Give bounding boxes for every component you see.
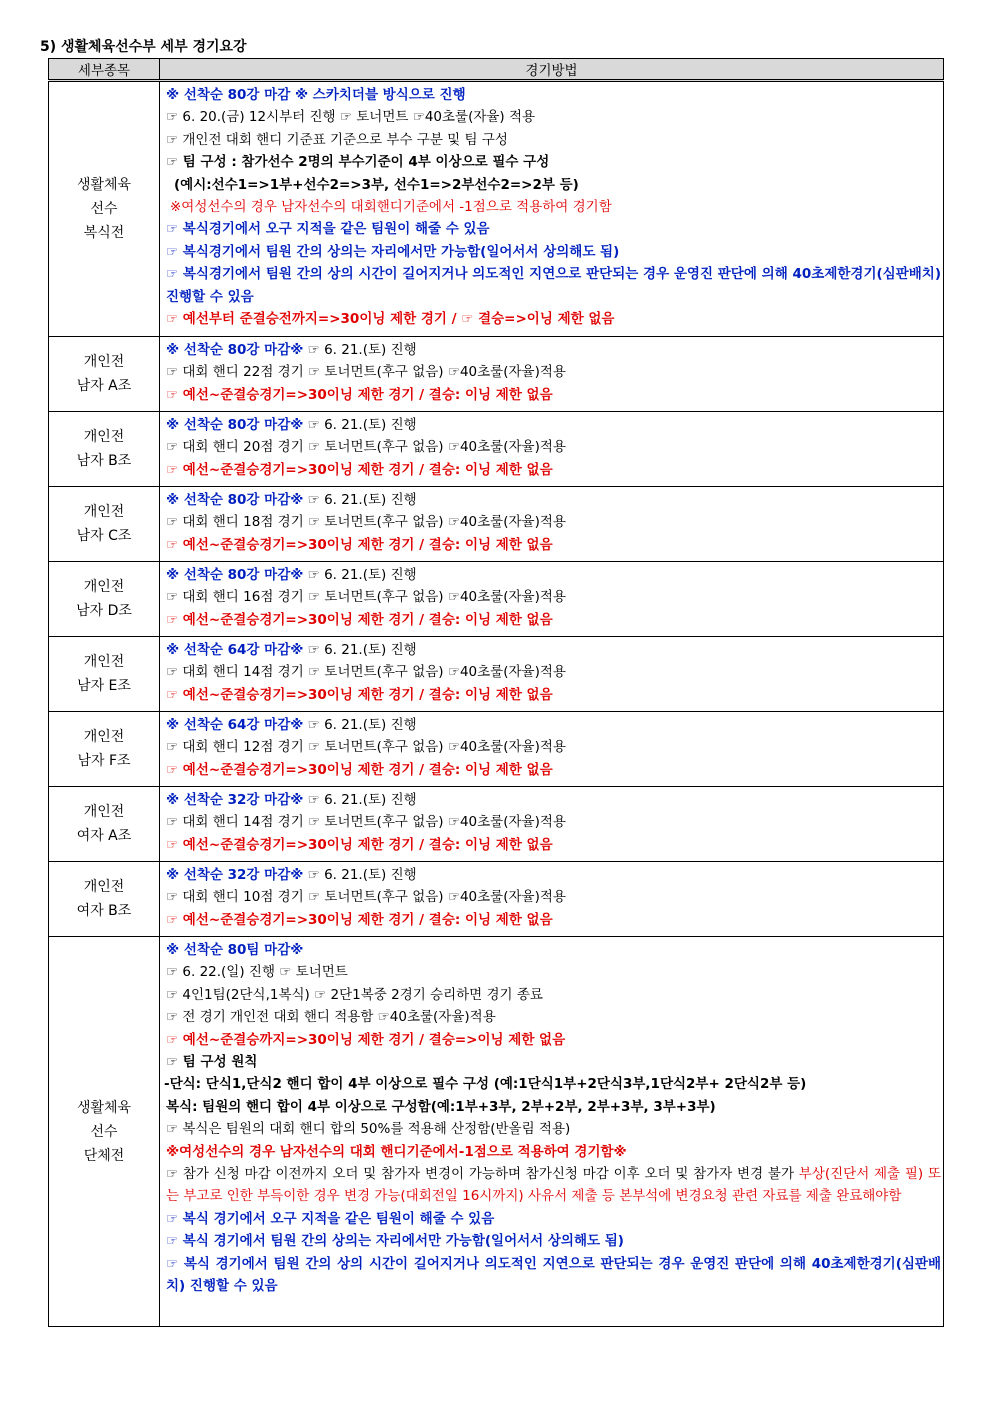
doubles-line: ☞ 복식경기에서 오구 지적을 같은 팀원이 해줄 수 있음 xyxy=(166,221,490,238)
category-cell: 개인전 남자 B조 xyxy=(49,412,160,487)
table-row xyxy=(49,862,944,937)
method-cell: ※ 선착순 32강 마감※ ☞ 6. 21.(토) 진행 ☞ 대회 핸디 10점 경기 ☞ 토너먼트(후구 없음) ☞40초룰(자율)적용 ☞ 예선~준결승경기=>30이닝 제한 경기 / 결승: 이닝 제한 없음 xyxy=(160,862,944,937)
table-row xyxy=(49,637,944,712)
doubles-line: (예시:선수1=>1부+선수2=>3부, 선수1=>2부선수2=>2부 등) xyxy=(174,176,579,193)
doubles-line: ※ 선착순 80강 마감 ※ 스카치더블 방식으로 진행 xyxy=(166,87,466,103)
method-cell: ※ 선착순 80강 마감※ ☞ 6. 21.(토) 진행 ☞ 대회 핸디 22점 경기 ☞ 토너먼트(후구 없음) ☞40초룰(자율)적용 ☞ 예선~준결승경기=>30이닝 제한 경기 / 결승: 이닝 제한 없음 xyxy=(160,337,944,412)
method-cell: ※ 선착순 64강 마감※ ☞ 6. 21.(토) 진행 ☞ 대회 핸디 12점 경기 ☞ 토너먼트(후구 없음) ☞40초룰(자율)적용 ☞ 예선~준결승경기=>30이닝 제한 경기 / 결승: 이닝 제한 없음 xyxy=(160,712,944,787)
category-cell: 개인전 남자 C조 xyxy=(49,487,160,562)
doubles-line: ☞ 6. 20.(금) 12시부터 진행 ☞ 토너먼트 ☞40초룰(자율) 적용 xyxy=(166,109,536,126)
method-cell: ※ 선착순 80강 마감※ ☞ 6. 21.(토) 진행 ☞ 대회 핸디 20점 경기 ☞ 토너먼트(후구 없음) ☞40초룰(자율)적용 ☞ 예선~준결승경기=>30이닝 제한 경기 / 결승: 이닝 제한 없음 xyxy=(160,412,944,487)
doubles-line: ☞ 복식경기에서 팀원 간의 상의 시간이 길어지거나 의도적인 지연으로 판단되는 경우 운영진 판단에 의해 40초제한경기(심판배치) 진행할 수 있음 xyxy=(166,266,941,305)
doubles-line: ☞ 복식경기에서 팀원 간의 상의는 자리에서만 가능함(일어서서 상의해도 됨) xyxy=(166,243,620,260)
header-method: 경기방법 xyxy=(160,59,944,81)
table-row xyxy=(49,337,944,412)
table-row-team xyxy=(49,937,944,1327)
doubles-line: ☞ 개인전 대회 핸디 기준표 기준으로 부수 구분 및 팀 구성 xyxy=(166,131,508,148)
table-header xyxy=(49,59,944,81)
category-cell: 개인전 남자 D조 xyxy=(49,562,160,637)
category-cell: 개인전 남자 E조 xyxy=(49,637,160,712)
doubles-line: ☞ 예선부터 준결승전까지=>30이닝 제한 경기 / ☞ 결승=>이닝 제한 없음 xyxy=(166,311,615,328)
table-row xyxy=(49,562,944,637)
method-team: ※ 선착순 80팀 마감※ ☞ 6. 22.(일) 진행 ☞ 토너먼트 ☞ 4인1팀(2단식,1복식) ☞ 2단1복중 2경기 승리하면 경기 종료 ☞ 전 경기 개인전 대회 핸디 적용함 ☞40초룰(자율)적용 ☞ 예선~준결승까지=>30이닝 제한 경기 / 결승=>이닝 제한 없음 ☞ 팀 구성 원칙 -단식: 단식1,단식2 핸디 합이 4부 이상으로 필수 구성 (예:1단식1부+2단식3부,1단식2부+ 2단식2부 등) 복식: 팀원의 핸디 합이 4부 이상으로 구성함(예:1부+3부, 2부+2부, 2부+3부, 3부+3부) ☞ 복식은 팀원의 대회 핸디 합의 50%를 적용해 산정함(반올림 적용) ※여성선수의 경우 남자선수의 대회 핸디기준에서-1점으로 적용하여 경기함※ ☞ 참가 신청 마감 이전까지 오더 및 참가자 변경이 가능하며 참가신청 마감 이후 오더 및 참가자 변경 불가 부상(진단서 제출 필) 또는 부고로 인한 부득이한 경우 변경 가능(대회전일 16시까지) 사유서 제출 등 본부석에 변경요청 관련 자료를 제출 완료해야함 ☞ 복식 경기에서 오구 지적을 같은 팀원이 해줄 수 있음 ☞ 복식 경기에서 팀원 간의 상의는 자리에서만 가능함(일어서서 상의해도 됨) ☞ 복식 경기에서 팀원 간의 상의 시간이 길어지거나 의도적인 지연으로 판단되는 경우 운영진 판단에 의해 40초제한경기(심판배치) 진행할 수 있음 xyxy=(160,937,944,1327)
header-event: 세부종목 xyxy=(49,59,160,81)
method-cell: ※ 선착순 64강 마감※ ☞ 6. 21.(토) 진행 ☞ 대회 핸디 14점 경기 ☞ 토너먼트(후구 없음) ☞40초룰(자율)적용 ☞ 예선~준결승경기=>30이닝 제한 경기 / 결승: 이닝 제한 없음 xyxy=(160,637,944,712)
category-cell: 개인전 여자 B조 xyxy=(49,862,160,937)
table-row xyxy=(49,487,944,562)
category-doubles: 생활체육 선수 복식전 xyxy=(49,81,160,337)
category-cell: 개인전 남자 F조 xyxy=(49,712,160,787)
doubles-line: ※여성선수의 경우 남자선수의 대회핸디기준에서 -1점으로 적용하여 경기함 xyxy=(170,199,612,216)
table-row xyxy=(49,712,944,787)
category-cell: 개인전 남자 A조 xyxy=(49,337,160,412)
method-doubles xyxy=(160,81,944,337)
method-cell: ※ 선착순 80강 마감※ ☞ 6. 21.(토) 진행 ☞ 대회 핸디 16점 경기 ☞ 토너먼트(후구 없음) ☞40초룰(자율)적용 ☞ 예선~준결승경기=>30이닝 제한 경기 / 결승: 이닝 제한 없음 xyxy=(160,562,944,637)
table-row-doubles xyxy=(49,81,944,337)
page-title: 5) 생활체육선수부 세부 경기요강 xyxy=(40,39,247,55)
table-row xyxy=(49,412,944,487)
category-cell: 개인전 여자 A조 xyxy=(49,787,160,862)
rules-table xyxy=(48,58,944,1327)
table-row xyxy=(49,787,944,862)
doubles-line: ☞ 팀 구성 : 참가선수 2명의 부수기준이 4부 이상으로 필수 구성 xyxy=(166,154,550,171)
method-cell: ※ 선착순 80강 마감※ ☞ 6. 21.(토) 진행 ☞ 대회 핸디 18점 경기 ☞ 토너먼트(후구 없음) ☞40초룰(자율)적용 ☞ 예선~준결승경기=>30이닝 제한 경기 / 결승: 이닝 제한 없음 xyxy=(160,487,944,562)
category-team: 생활체육 선수 단체전 xyxy=(49,937,160,1327)
method-cell: ※ 선착순 32강 마감※ ☞ 6. 21.(토) 진행 ☞ 대회 핸디 14점 경기 ☞ 토너먼트(후구 없음) ☞40초룰(자율)적용 ☞ 예선~준결승경기=>30이닝 제한 경기 / 결승: 이닝 제한 없음 xyxy=(160,787,944,862)
